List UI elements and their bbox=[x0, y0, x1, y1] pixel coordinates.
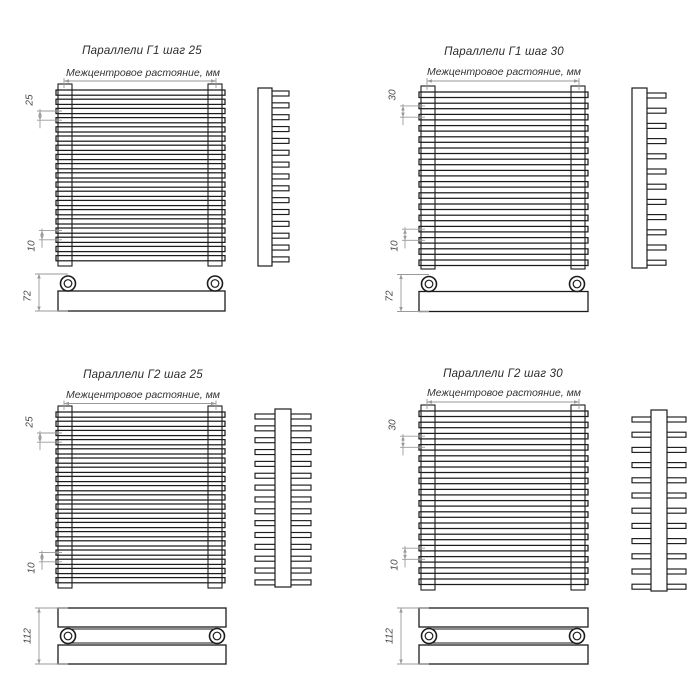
side-tooth-left bbox=[255, 473, 276, 478]
side-tooth-left bbox=[255, 497, 276, 502]
depth-dim-label: 72 bbox=[22, 290, 34, 302]
front-tube bbox=[56, 486, 225, 491]
step-dim-arrow bbox=[401, 113, 405, 118]
front-tube bbox=[56, 430, 225, 435]
front-tube bbox=[419, 523, 588, 529]
side-tooth-right bbox=[271, 257, 289, 262]
front-tube bbox=[56, 173, 225, 178]
side-tooth-right bbox=[666, 539, 686, 544]
side-tooth-right bbox=[271, 127, 289, 132]
front-tube bbox=[419, 456, 588, 462]
dim-arrow bbox=[37, 307, 41, 312]
side-tooth-right bbox=[646, 154, 666, 159]
front-tube bbox=[419, 170, 588, 176]
side-tooth-right bbox=[271, 115, 289, 120]
side-collector bbox=[651, 410, 667, 591]
dim-arrow bbox=[211, 79, 216, 83]
front-tube bbox=[56, 182, 225, 187]
center-distance-caption: Межцентровое растояние, мм bbox=[427, 386, 581, 399]
step-dim-arrow bbox=[38, 433, 42, 438]
side-tooth-right bbox=[646, 230, 666, 235]
side-tooth-right bbox=[666, 523, 686, 528]
side-tooth-left bbox=[255, 580, 276, 585]
side-tooth-left bbox=[632, 584, 652, 589]
side-tooth-left bbox=[255, 450, 276, 455]
front-tube bbox=[419, 467, 588, 473]
gap-dim-arrow bbox=[40, 553, 44, 558]
front-tube bbox=[419, 182, 588, 188]
front-tube bbox=[419, 512, 588, 518]
quadrant-title: Параллели Г2 шаг 30 bbox=[443, 368, 563, 380]
side-tooth-right bbox=[666, 432, 686, 437]
gap-dim-label: 10 bbox=[389, 559, 401, 571]
side-tooth-right bbox=[290, 461, 311, 466]
front-tube bbox=[419, 545, 588, 551]
front-tube bbox=[419, 478, 588, 484]
side-tooth-right bbox=[646, 139, 666, 144]
side-tooth-right bbox=[666, 493, 686, 498]
side-tooth-right bbox=[290, 450, 311, 455]
front-tube bbox=[419, 422, 588, 428]
dim-arrow bbox=[427, 79, 432, 83]
bottom-pipe-inner bbox=[64, 280, 72, 288]
dim-arrow bbox=[574, 79, 579, 83]
gap-dim-label: 10 bbox=[26, 562, 38, 574]
front-tube bbox=[56, 513, 225, 518]
dim-arrow bbox=[399, 608, 403, 613]
front-tube bbox=[419, 411, 588, 417]
front-tube bbox=[419, 126, 588, 132]
side-tooth-left bbox=[632, 478, 652, 483]
front-tube bbox=[56, 145, 225, 150]
step-dim-label: 25 bbox=[24, 94, 36, 106]
side-tooth-right bbox=[271, 198, 289, 203]
side-tooth-right bbox=[646, 199, 666, 204]
step-dim-label: 30 bbox=[387, 419, 399, 431]
front-tube bbox=[56, 246, 225, 251]
front-tube bbox=[419, 433, 588, 439]
dim-arrow bbox=[399, 275, 403, 280]
side-tooth-left bbox=[255, 509, 276, 514]
side-tooth-left bbox=[632, 508, 652, 513]
side-tooth-right bbox=[290, 426, 311, 431]
front-tube bbox=[56, 504, 225, 509]
side-tooth-left bbox=[632, 523, 652, 528]
side-tooth-right bbox=[271, 174, 289, 179]
front-tube bbox=[56, 467, 225, 472]
front-tube bbox=[419, 114, 588, 120]
bottom-pipe-inner bbox=[573, 632, 581, 640]
front-tube bbox=[419, 534, 588, 540]
side-tooth-left bbox=[255, 544, 276, 549]
side-tooth-left bbox=[255, 521, 276, 526]
front-tube bbox=[419, 193, 588, 199]
side-tooth-right bbox=[290, 509, 311, 514]
front-tube bbox=[419, 238, 588, 244]
front-tube bbox=[56, 256, 225, 261]
side-tooth-left bbox=[632, 569, 652, 574]
front-tube bbox=[56, 164, 225, 169]
front-tube bbox=[56, 532, 225, 537]
gap-dim-arrow bbox=[403, 236, 407, 241]
side-tooth-right bbox=[271, 210, 289, 215]
front-tube bbox=[419, 159, 588, 165]
front-tube bbox=[56, 578, 225, 583]
front-tube bbox=[419, 579, 588, 585]
side-tooth-right bbox=[271, 103, 289, 108]
front-tube bbox=[419, 445, 588, 451]
front-tube bbox=[419, 557, 588, 563]
dim-arrow bbox=[399, 660, 403, 665]
side-tooth-right bbox=[290, 414, 311, 419]
side-tooth-right bbox=[646, 260, 666, 265]
step-dim-arrow bbox=[38, 116, 42, 121]
gap-dim-label: 10 bbox=[26, 240, 38, 252]
gap-dim-arrow bbox=[40, 235, 44, 240]
front-tube bbox=[56, 541, 225, 546]
dim-arrow bbox=[64, 402, 69, 406]
front-tube bbox=[56, 200, 225, 205]
gap-dim-arrow bbox=[40, 557, 44, 562]
side-tooth-right bbox=[666, 478, 686, 483]
side-collector bbox=[275, 409, 291, 587]
front-tube bbox=[56, 136, 225, 141]
step-dim-label: 25 bbox=[24, 416, 36, 428]
front-tube bbox=[56, 219, 225, 224]
front-tube bbox=[56, 495, 225, 500]
front-tube bbox=[56, 118, 225, 123]
side-tooth-right bbox=[271, 186, 289, 191]
side-tooth-right bbox=[290, 438, 311, 443]
front-tube bbox=[419, 260, 588, 266]
front-tube bbox=[56, 412, 225, 417]
side-tooth-right bbox=[271, 138, 289, 143]
bottom-body-back bbox=[419, 645, 588, 664]
front-tube bbox=[56, 210, 225, 215]
step-dim-arrow bbox=[401, 436, 405, 441]
front-tube bbox=[419, 568, 588, 574]
side-tooth-left bbox=[255, 485, 276, 490]
front-tube bbox=[56, 191, 225, 196]
bottom-body-front bbox=[419, 608, 588, 627]
dim-arrow bbox=[427, 400, 432, 404]
front-tube bbox=[56, 154, 225, 159]
front-tube bbox=[419, 137, 588, 143]
bottom-body-back bbox=[58, 645, 226, 664]
front-tube bbox=[419, 215, 588, 221]
bottom-pipe-inner bbox=[211, 280, 219, 288]
front-tube bbox=[56, 458, 225, 463]
step-dim-arrow bbox=[401, 106, 405, 111]
front-tube bbox=[56, 421, 225, 426]
front-tube bbox=[56, 99, 225, 104]
dim-arrow bbox=[574, 400, 579, 404]
center-distance-caption: Межцентровое растояние, мм bbox=[427, 66, 581, 78]
quadrant-title: Параллели Г1 шаг 25 bbox=[82, 45, 202, 57]
side-tooth-right bbox=[646, 123, 666, 128]
side-tooth-left bbox=[255, 438, 276, 443]
dim-arrow bbox=[211, 402, 216, 406]
side-tooth-left bbox=[632, 447, 652, 452]
step-dim-label: 30 bbox=[387, 89, 399, 101]
center-distance-caption: Межцентровое растояние, мм bbox=[66, 66, 220, 79]
side-tooth-right bbox=[290, 556, 311, 561]
side-tooth-right bbox=[271, 221, 289, 226]
side-tooth-right bbox=[290, 568, 311, 573]
side-tooth-right bbox=[290, 533, 311, 538]
side-tooth-right bbox=[666, 463, 686, 468]
side-tooth-right bbox=[646, 108, 666, 113]
side-tooth-right bbox=[271, 150, 289, 155]
front-tube bbox=[56, 228, 225, 233]
bottom-pipe-inner bbox=[213, 632, 221, 640]
side-tooth-left bbox=[632, 417, 652, 422]
depth-dim-label: 112 bbox=[384, 628, 396, 644]
bottom-pipe-inner bbox=[64, 632, 72, 640]
side-collector bbox=[258, 88, 272, 266]
side-tooth-left bbox=[632, 493, 652, 498]
side-tooth-right bbox=[271, 233, 289, 238]
side-tooth-right bbox=[666, 447, 686, 452]
depth-dim-label: 72 bbox=[384, 290, 396, 302]
front-tube bbox=[419, 204, 588, 210]
gap-dim-arrow bbox=[403, 555, 407, 560]
side-tooth-left bbox=[255, 414, 276, 419]
dim-arrow bbox=[399, 307, 403, 312]
bottom-pipe-inner bbox=[425, 280, 433, 288]
front-tube bbox=[56, 550, 225, 555]
front-tube bbox=[56, 237, 225, 242]
front-tube bbox=[56, 127, 225, 132]
bottom-pipe-inner bbox=[573, 280, 581, 288]
side-tooth-right bbox=[666, 584, 686, 589]
side-tooth-right bbox=[271, 162, 289, 167]
center-distance-caption: Межцентровое растояние, мм bbox=[66, 389, 220, 401]
front-tube bbox=[419, 92, 588, 98]
front-tube bbox=[56, 559, 225, 564]
gap-dim-arrow bbox=[403, 229, 407, 234]
front-tube bbox=[419, 489, 588, 495]
side-tooth-right bbox=[290, 473, 311, 478]
front-tube bbox=[419, 226, 588, 232]
bottom-body bbox=[58, 291, 225, 311]
side-tooth-right bbox=[271, 245, 289, 250]
side-tooth-right bbox=[290, 544, 311, 549]
dim-arrow bbox=[37, 660, 41, 665]
side-tooth-left bbox=[255, 556, 276, 561]
side-tooth-left bbox=[255, 533, 276, 538]
side-tooth-right bbox=[666, 569, 686, 574]
step-dim-arrow bbox=[401, 443, 405, 448]
side-tooth-right bbox=[271, 91, 289, 96]
side-tooth-right bbox=[290, 497, 311, 502]
dim-arrow bbox=[37, 274, 41, 279]
front-tube bbox=[56, 90, 225, 95]
depth-dim-label: 112 bbox=[22, 628, 34, 644]
side-tooth-right bbox=[666, 508, 686, 513]
side-tooth-right bbox=[646, 215, 666, 220]
dim-arrow bbox=[64, 79, 69, 83]
gap-dim-arrow bbox=[403, 548, 407, 553]
side-tooth-left bbox=[632, 463, 652, 468]
side-tooth-right bbox=[646, 93, 666, 98]
side-tooth-left bbox=[632, 539, 652, 544]
side-tooth-left bbox=[255, 568, 276, 573]
quadrant-title: Параллели Г2 шаг 25 bbox=[83, 369, 203, 381]
side-collector bbox=[632, 88, 647, 268]
gap-dim-label: 10 bbox=[389, 240, 401, 252]
side-tooth-right bbox=[290, 521, 311, 526]
side-tooth-right bbox=[290, 580, 311, 585]
bottom-body-front bbox=[58, 608, 226, 627]
side-tooth-right bbox=[666, 554, 686, 559]
front-tube bbox=[419, 103, 588, 109]
side-tooth-left bbox=[255, 461, 276, 466]
front-tube bbox=[56, 108, 225, 113]
step-dim-arrow bbox=[38, 438, 42, 443]
bottom-body bbox=[419, 292, 588, 312]
front-tube bbox=[419, 249, 588, 255]
side-tooth-left bbox=[632, 432, 652, 437]
side-tooth-right bbox=[646, 245, 666, 250]
front-tube bbox=[419, 501, 588, 507]
side-tooth-right bbox=[666, 417, 686, 422]
front-tube bbox=[56, 449, 225, 454]
front-tube bbox=[56, 522, 225, 527]
step-dim-arrow bbox=[38, 111, 42, 116]
side-tooth-left bbox=[632, 554, 652, 559]
front-tube bbox=[419, 148, 588, 154]
front-tube bbox=[56, 568, 225, 573]
quadrant-title: Параллели Г1 шаг 30 bbox=[444, 46, 564, 58]
side-tooth-right bbox=[646, 184, 666, 189]
side-tooth-right bbox=[290, 485, 311, 490]
side-tooth-right bbox=[646, 169, 666, 174]
dim-arrow bbox=[37, 608, 41, 613]
front-tube bbox=[56, 476, 225, 481]
gap-dim-arrow bbox=[40, 231, 44, 236]
bottom-pipe-inner bbox=[425, 632, 433, 640]
front-tube bbox=[56, 440, 225, 445]
side-tooth-left bbox=[255, 426, 276, 431]
